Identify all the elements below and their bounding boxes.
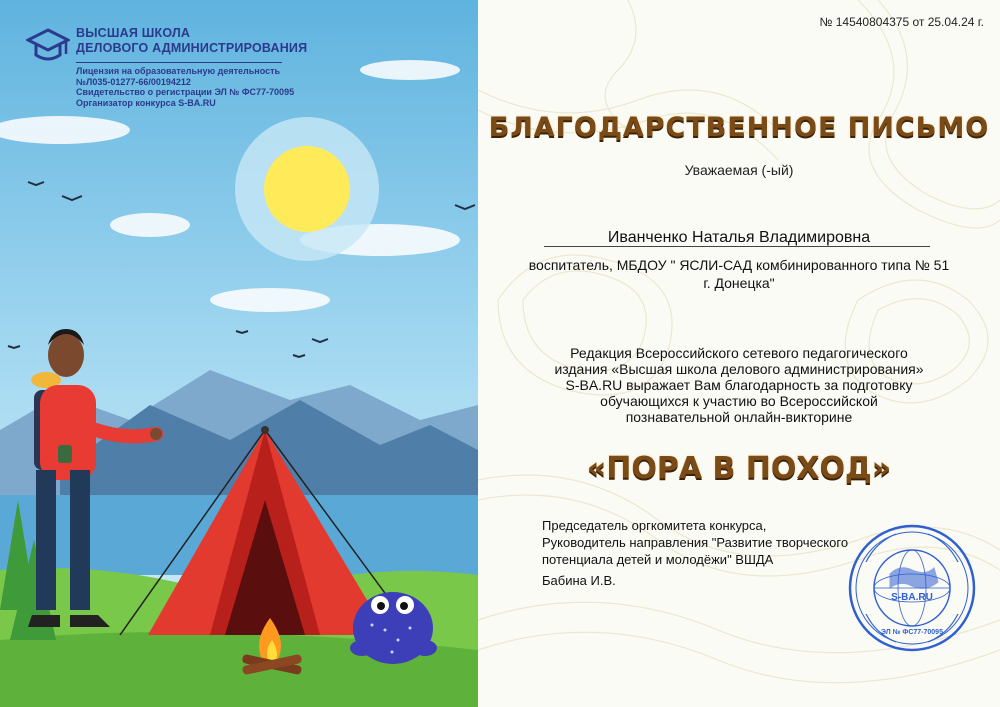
registration-line: Свидетельство о регистрации ЭЛ № ФС77-70095 xyxy=(76,87,295,97)
body-line1: Редакция Всероссийского сетевого педагогического xyxy=(570,345,908,361)
organizer-line: Организатор конкурса S-BA.RU xyxy=(76,97,216,108)
graduation-cap-icon xyxy=(26,26,70,66)
license-line2: №Л035-01277-66/00194212 xyxy=(76,76,191,87)
letter-panel xyxy=(478,0,1000,707)
school-logo xyxy=(26,26,307,66)
stamp-center-text: S-BA.RU xyxy=(891,592,933,603)
signature-line1: Председатель оргкомитета конкурса, xyxy=(542,518,767,533)
quiz-title: «ПОРА В ПОХОД» xyxy=(586,451,892,486)
logo-details xyxy=(76,66,294,108)
salutation: Уважаемая (-ый) xyxy=(684,162,794,178)
body-line2: издания «Высшая школа делового администрирования» xyxy=(554,361,924,377)
position-line1: воспитатель, МБДОУ " ЯСЛИ-САД комбинированного типа № 51 xyxy=(528,257,950,273)
signature-line2: Руководитель направления "Развитие творческого xyxy=(542,535,849,550)
recipient-position xyxy=(496,256,982,292)
license-line1: Лицензия на образовательную деятельность xyxy=(76,66,281,76)
sun xyxy=(264,146,350,232)
official-stamp xyxy=(846,522,978,654)
logo-title xyxy=(76,26,307,56)
letter-body xyxy=(528,345,950,425)
signature-line3: потенциала детей и молодёжи" ВШДА xyxy=(542,552,774,567)
name-underline xyxy=(544,246,930,247)
signature-block xyxy=(542,517,848,568)
document-number: № 14540804375 от 25.04.24 г. xyxy=(819,15,984,29)
body-line5: познавательной онлайн-викторине xyxy=(625,409,853,425)
logo-divider xyxy=(76,62,282,63)
illustration-panel xyxy=(0,0,478,707)
stamp-bottom-text: ЭЛ № ФС77-70095 xyxy=(881,629,943,636)
letter-title: БЛАГОДАРСТВЕННОЕ ПИСЬМО xyxy=(488,112,990,143)
logo-title-line2: ДЕЛОВОГО АДМИНИСТРИРОВАНИЯ xyxy=(76,41,308,55)
signer-name: Бабина И.В. xyxy=(542,573,616,588)
body-line4: обучающихся к участию во Всероссийской xyxy=(600,393,878,409)
position-line2: г. Донецка" xyxy=(703,275,775,291)
logo-title-line1: ВЫСШАЯ ШКОЛА xyxy=(76,26,191,40)
body-line3: S-BA.RU выражает Вам благодарность за подготовку xyxy=(565,377,913,393)
recipient-name: Иванченко Наталья Владимировна xyxy=(607,229,871,246)
